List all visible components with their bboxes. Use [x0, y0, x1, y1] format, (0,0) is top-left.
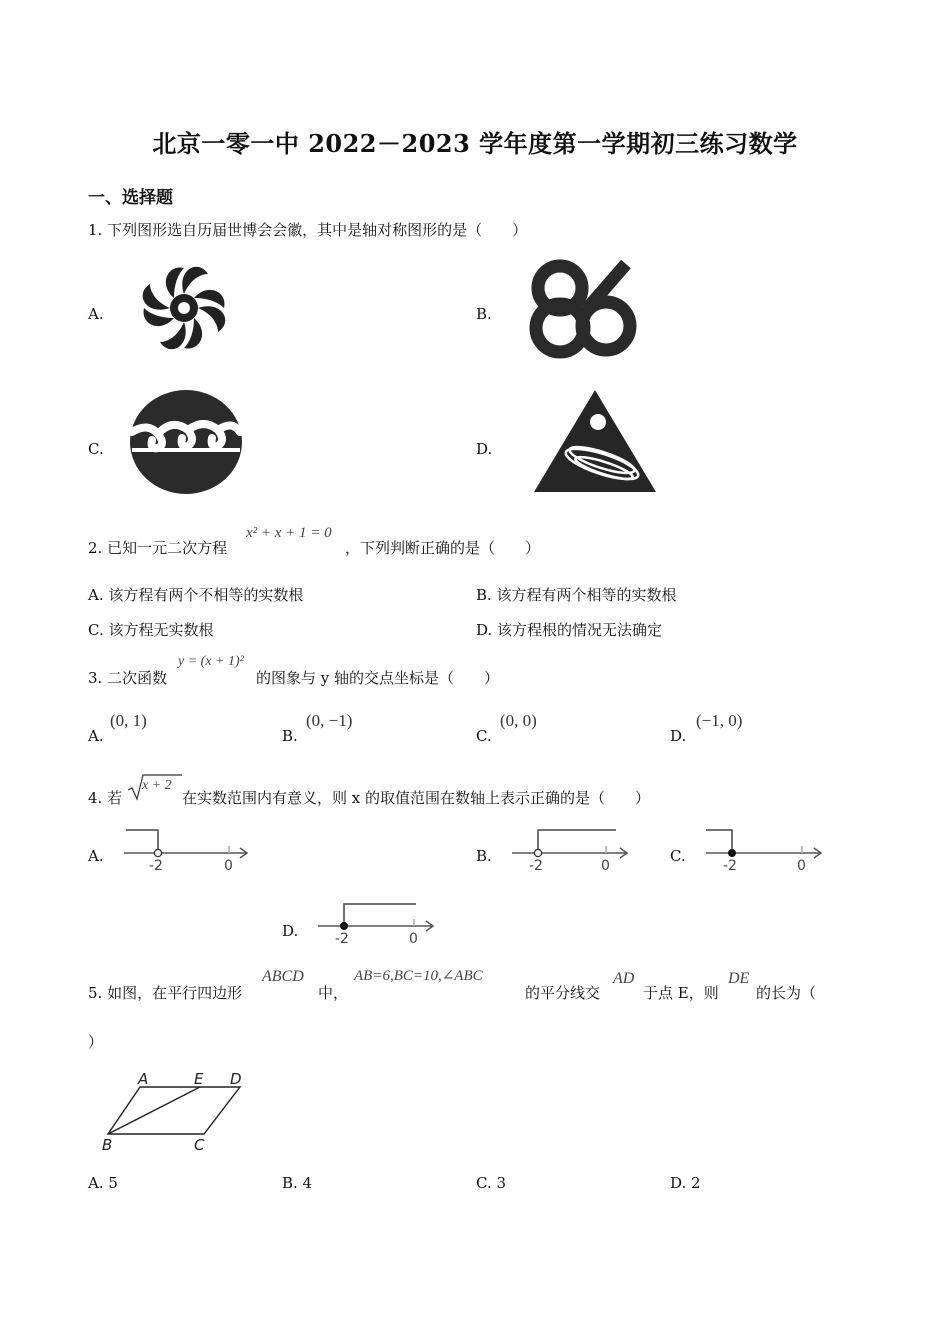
eight-six-logo-icon: [522, 250, 642, 366]
question-2-prefix: 2. 已知一元二次方程: [88, 539, 228, 557]
q4-option-b-label: B.: [476, 847, 492, 865]
q5-option-b: B. 4: [282, 1174, 313, 1192]
q2-option-b: B. 该方程有两个相等的实数根: [476, 586, 677, 604]
q1-option-a-label: A.: [88, 305, 104, 323]
question-3-prefix: 3. 二次函数: [88, 669, 168, 687]
question-4-suffix: 在实数范围内有意义，则 x 的取值范围在数轴上表示正确的是（ ）: [182, 789, 650, 807]
parallelogram-abcd: [108, 1087, 240, 1134]
q3-option-a-value: (0, 1): [110, 711, 147, 730]
q5-given: AB=6,BC=10,∠ABC: [354, 968, 483, 984]
tick-label-0: 0: [224, 858, 233, 874]
open-circle-icon: [534, 849, 541, 856]
q3-option-b-label: B.: [282, 727, 298, 745]
vertex-label-b: B: [102, 1136, 113, 1154]
q3-option-c-value: (0, 0): [500, 711, 537, 730]
q3-option-d-value: (−1, 0): [696, 711, 743, 730]
question-5-prefix: 5. 如图，在平行四边形: [88, 984, 243, 1002]
question-1-text: 1. 下列图形选自历届世博会会徽，其中是轴对称图形的是（ ）: [88, 221, 528, 239]
q5-option-d: D. 2: [670, 1174, 701, 1192]
q4-number-line-c: [702, 826, 832, 880]
q1-option-c-label: C.: [88, 440, 104, 458]
tick-label-0: 0: [797, 858, 806, 874]
section-heading: 一、选择题: [88, 188, 173, 208]
q5-option-c: C. 3: [476, 1174, 507, 1192]
closed-circle-icon: [728, 849, 736, 857]
q5-shape: ABCD: [262, 968, 304, 985]
q3-option-a-label: A.: [88, 727, 104, 745]
question-3-suffix: 的图象与 y 轴的交点坐标是（ ）: [256, 669, 500, 687]
q4-radicand: x + 2: [142, 778, 172, 793]
q4-option-a-label: A.: [88, 847, 104, 865]
tick-label-0: 0: [601, 858, 610, 874]
q4-number-line-d: [314, 898, 444, 952]
q2-option-a: A. 该方程有两个不相等的实数根: [88, 586, 304, 604]
q2-option-c: C. 该方程无实数根: [88, 621, 214, 639]
open-circle-icon: [154, 849, 161, 856]
q3-option-d-label: D.: [670, 727, 687, 745]
q4-option-d-label: D.: [282, 922, 299, 940]
question-5-after-given: 的平分线交: [525, 984, 601, 1002]
q5-option-a: A. 5: [88, 1174, 118, 1192]
vertex-label-e: E: [194, 1070, 204, 1088]
vertex-label-c: C: [194, 1136, 205, 1154]
q2-equation: x² + x + 1 = 0: [246, 525, 332, 541]
q5-segment: DE: [728, 970, 750, 987]
tick-label-neg2: -2: [529, 858, 543, 874]
closed-circle-icon: [340, 922, 348, 930]
q3-option-b-value: (0, −1): [306, 711, 353, 730]
question-5-close-paren: ）: [88, 1033, 104, 1051]
question-5-middle: 中，: [318, 984, 349, 1002]
tick-label-neg2: -2: [335, 931, 349, 947]
question-5-ending: 的长为（: [756, 984, 817, 1002]
tick-label-neg2: -2: [723, 858, 737, 874]
question-2-suffix: ，下列判断正确的是（ ）: [345, 539, 541, 557]
vertex-label-a: A: [138, 1070, 149, 1088]
page-title: 北京一零一中 2022－2023 学年度第一学期初三练习数学: [152, 129, 798, 158]
q3-option-c-label: C.: [476, 727, 492, 745]
q5-line: AD: [613, 970, 635, 987]
q4-number-line-b: [508, 826, 638, 880]
wave-circle-logo-icon: [128, 388, 244, 500]
q3-equation: y = (x + 1)²: [178, 654, 244, 669]
flower-logo-icon: [128, 252, 240, 368]
q1-option-b-label: B.: [476, 305, 492, 323]
vertex-label-d: D: [230, 1070, 242, 1088]
q4-option-c-label: C.: [670, 847, 686, 865]
parallelogram-figure: [96, 1066, 266, 1160]
q4-number-line-a: [118, 826, 258, 880]
bisector-be: [108, 1087, 200, 1134]
tick-label-0: 0: [409, 931, 418, 947]
question-5-point-text: 于点 E，则: [643, 984, 719, 1002]
question-4-prefix: 4. 若: [88, 789, 123, 807]
q4-radical: [126, 772, 184, 806]
triangle-ellipse-logo-icon: [532, 386, 658, 500]
q1-option-d-label: D.: [476, 440, 493, 458]
q2-option-d: D. 该方程根的情况无法确定: [476, 621, 663, 639]
tick-label-neg2: -2: [149, 858, 163, 874]
